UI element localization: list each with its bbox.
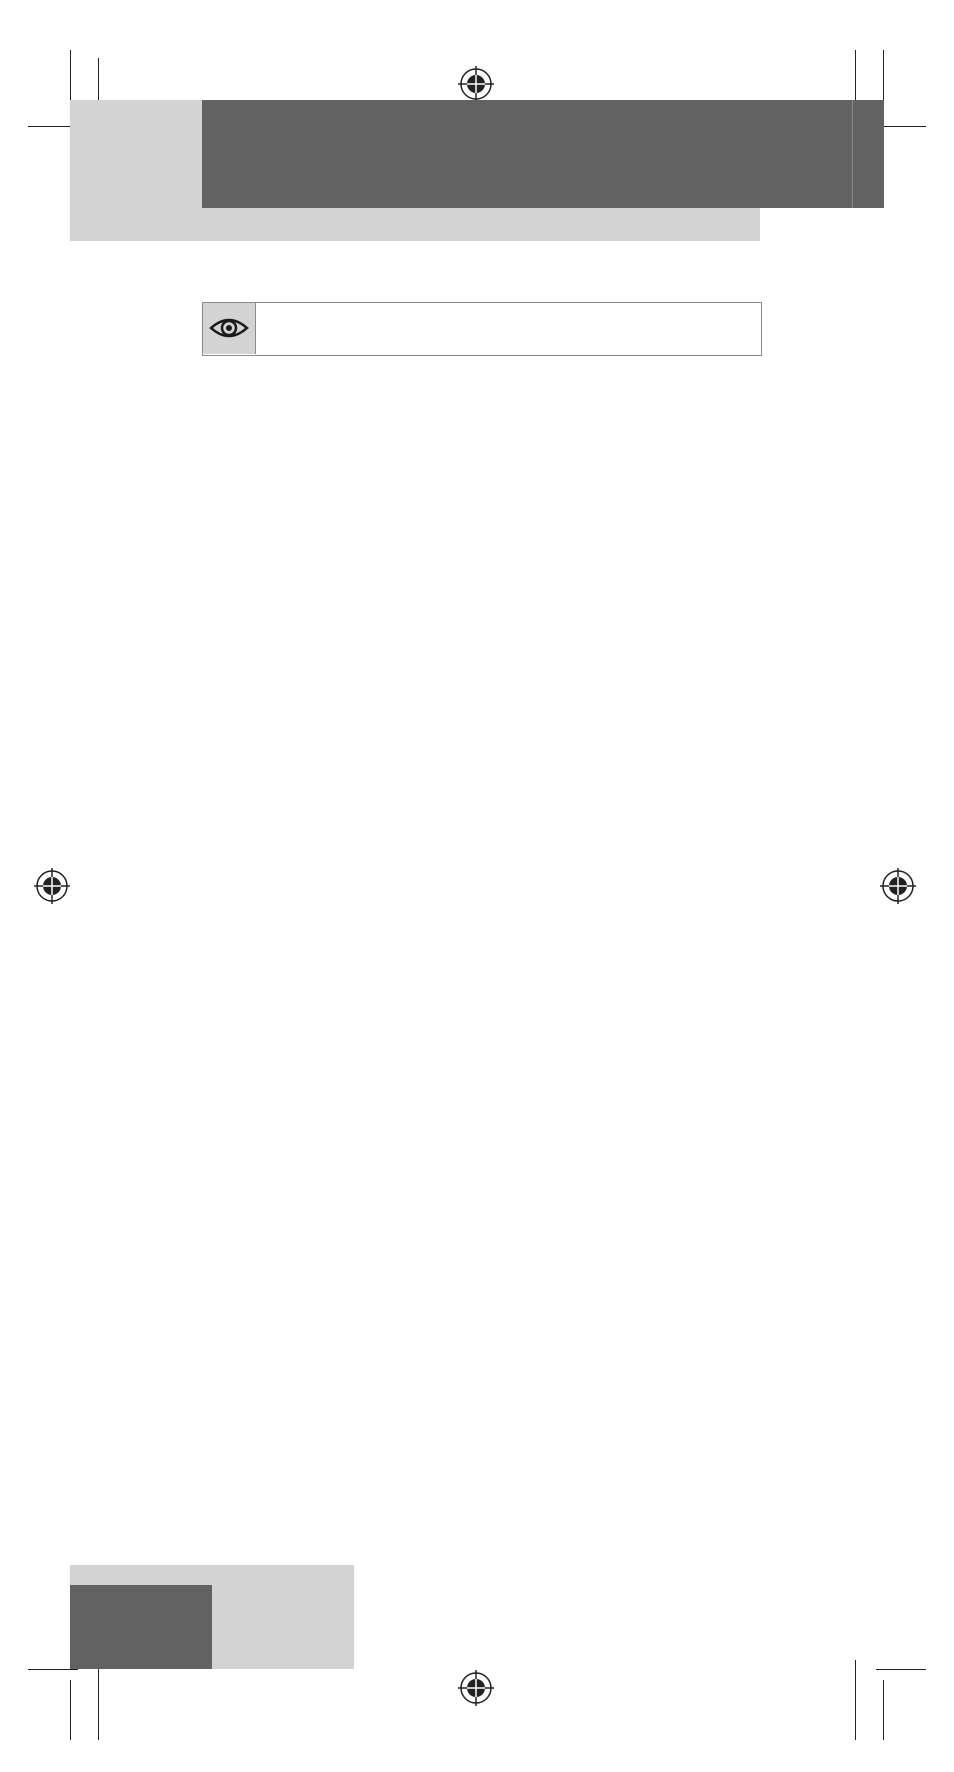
crop-mark: [855, 1660, 856, 1740]
crop-mark: [855, 50, 856, 106]
eye-icon: [209, 314, 249, 342]
crop-mark: [70, 1680, 71, 1740]
crop-mark: [876, 1669, 926, 1670]
manual-content: [202, 262, 762, 386]
crop-mark: [98, 1660, 99, 1740]
header-banner: [202, 100, 884, 208]
color-calibration-bar: [0, 0, 954, 48]
registration-mark-icon: [34, 868, 70, 904]
header-divider: [852, 100, 853, 208]
crop-mark: [28, 1669, 78, 1670]
eye-icon-cell: [203, 303, 256, 354]
crop-mark: [883, 1680, 884, 1740]
registration-mark-icon: [458, 1670, 494, 1706]
crop-mark: [70, 50, 71, 106]
registration-mark-icon: [458, 66, 494, 102]
usage-instructions-box: [202, 302, 762, 356]
footer-page-tab: [70, 1585, 212, 1669]
registration-mark-icon: [880, 868, 916, 904]
crop-mark: [883, 50, 884, 106]
